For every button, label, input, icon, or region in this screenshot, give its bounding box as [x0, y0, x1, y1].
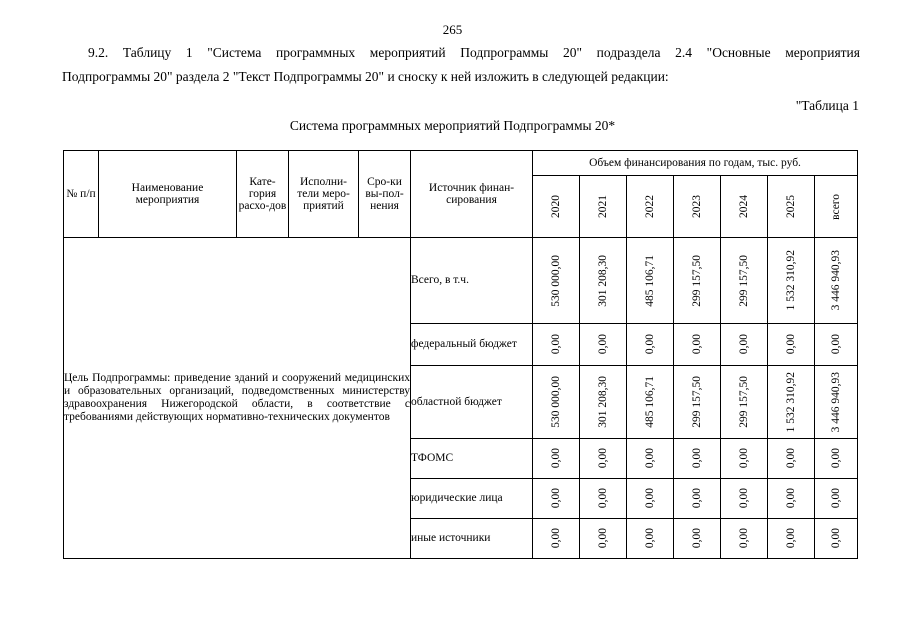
header-name: Наименование мероприятия — [99, 151, 237, 238]
value-text: 0,00 — [550, 448, 562, 469]
value-text: 0,00 — [785, 528, 797, 549]
value-cell — [721, 479, 768, 519]
header-source: Источник финан-сирования — [411, 151, 533, 238]
value-cell — [627, 439, 674, 479]
value-text: 1 532 310,92 — [785, 371, 797, 433]
header-year-label: 2022 — [644, 195, 656, 218]
value-cell — [674, 366, 721, 439]
value-cell — [674, 238, 721, 324]
value-text: 3 446 940,93 — [830, 371, 842, 433]
value-text: 0,00 — [738, 488, 750, 509]
value-text: 530 000,00 — [550, 376, 562, 428]
value-cell — [580, 324, 627, 366]
value-cell — [721, 324, 768, 366]
header-year-label: 2020 — [550, 195, 562, 218]
source-cell: иные источники — [411, 519, 533, 559]
value-cell — [580, 366, 627, 439]
value-cell — [815, 479, 858, 519]
value-cell — [627, 366, 674, 439]
header-year — [815, 176, 858, 238]
value-text: 0,00 — [691, 488, 703, 509]
value-text: 0,00 — [644, 488, 656, 509]
header-year — [627, 176, 674, 238]
value-text: 299 157,50 — [691, 376, 703, 428]
value-text: 0,00 — [785, 334, 797, 355]
value-cell — [674, 324, 721, 366]
intro-line-1: 9.2. Таблицу 1 "Система программных мероприятий Подпрограммы 20" подраздела 2.4 "Основные мероприятия — [88, 45, 860, 60]
value-text: 299 157,50 — [691, 254, 703, 307]
value-text: 485 106,71 — [644, 376, 656, 428]
value-cell — [533, 238, 580, 324]
source-cell: юридические лица — [411, 479, 533, 519]
header-year — [533, 176, 580, 238]
value-cell — [533, 519, 580, 559]
header-year — [580, 176, 627, 238]
value-cell — [580, 439, 627, 479]
header-year-label: 2025 — [785, 195, 797, 218]
value-text: 0,00 — [644, 528, 656, 549]
value-text: 530 000,00 — [550, 254, 562, 307]
value-cell — [768, 519, 815, 559]
table-title: Система программных мероприятий Подпрограммы 20* — [289, 118, 616, 133]
header-year — [721, 176, 768, 238]
value-text: 0,00 — [691, 448, 703, 469]
value-cell — [768, 238, 815, 324]
header-terms: Сро-ки вы-пол-нения — [359, 151, 411, 238]
value-cell — [815, 519, 858, 559]
value-text: 301 208,30 — [597, 376, 609, 428]
value-cell — [721, 238, 768, 324]
value-cell — [533, 479, 580, 519]
header-year-label: 2023 — [691, 195, 703, 218]
value-text: 0,00 — [691, 528, 703, 549]
value-text: 0,00 — [550, 488, 562, 509]
value-text: 0,00 — [597, 448, 609, 469]
value-cell — [627, 238, 674, 324]
value-cell — [674, 479, 721, 519]
value-cell — [627, 519, 674, 559]
program-activities-table — [63, 150, 858, 559]
value-text: 0,00 — [785, 488, 797, 509]
header-year — [674, 176, 721, 238]
value-cell — [627, 324, 674, 366]
value-text: 299 157,50 — [738, 376, 750, 428]
value-cell — [674, 519, 721, 559]
value-cell — [721, 439, 768, 479]
source-cell: федеральный бюджет — [411, 324, 533, 366]
value-text: 0,00 — [738, 448, 750, 469]
value-cell — [815, 439, 858, 479]
value-cell — [580, 519, 627, 559]
value-cell — [533, 324, 580, 366]
value-cell — [768, 439, 815, 479]
value-cell — [533, 439, 580, 479]
value-cell — [768, 324, 815, 366]
value-text: 0,00 — [644, 448, 656, 469]
table-label: "Таблица 1 — [795, 98, 859, 113]
value-text: 0,00 — [738, 528, 750, 549]
source-cell: областной бюджет — [411, 366, 533, 439]
value-cell — [768, 479, 815, 519]
header-year-label: 2024 — [738, 195, 750, 218]
table-row — [64, 238, 858, 324]
value-text: 3 446 940,93 — [830, 250, 842, 311]
value-cell — [721, 519, 768, 559]
header-category: Кате-гория расхо-дов — [237, 151, 289, 238]
value-text: 301 208,30 — [597, 254, 609, 307]
value-text: 0,00 — [644, 334, 656, 355]
value-text: 0,00 — [830, 334, 842, 355]
header-year-label: всего — [830, 193, 842, 220]
value-text: 0,00 — [785, 448, 797, 469]
value-cell — [721, 366, 768, 439]
value-cell — [815, 324, 858, 366]
value-text: 0,00 — [550, 528, 562, 549]
source-cell: Всего, в т.ч. — [411, 238, 533, 324]
page-number: 265 — [442, 22, 463, 37]
header-funding: Объем финансирования по годам, тыс. руб. — [533, 151, 858, 176]
value-text: 299 157,50 — [738, 254, 750, 307]
header-year-label: 2021 — [597, 195, 609, 218]
header-num: № п/п — [64, 151, 99, 238]
value-cell — [580, 479, 627, 519]
value-text: 485 106,71 — [644, 254, 656, 307]
value-text: 0,00 — [830, 488, 842, 509]
value-cell — [815, 366, 858, 439]
value-text: 0,00 — [597, 528, 609, 549]
value-cell — [627, 479, 674, 519]
value-cell — [580, 238, 627, 324]
value-cell — [815, 238, 858, 324]
intro-line-2: Подпрограммы 20" раздела 2 "Текст Подпрограммы 20" и сноску к ней изложить в следующей редакции: — [62, 69, 669, 84]
value-text: 0,00 — [830, 528, 842, 549]
value-text: 0,00 — [550, 334, 562, 355]
header-year — [768, 176, 815, 238]
value-text: 0,00 — [597, 334, 609, 355]
value-cell — [533, 366, 580, 439]
value-text: 0,00 — [738, 334, 750, 355]
value-text: 1 532 310,92 — [785, 250, 797, 311]
value-text: 0,00 — [597, 488, 609, 509]
table-body — [64, 238, 858, 559]
intro-paragraph — [62, 41, 860, 89]
value-text: 0,00 — [691, 334, 703, 355]
value-text: 0,00 — [830, 448, 842, 469]
value-cell — [768, 366, 815, 439]
header-executors: Исполни-тели меро-приятий — [289, 151, 359, 238]
value-cell — [674, 439, 721, 479]
source-cell: ТФОМС — [411, 439, 533, 479]
goal-cell: Цель Подпрограммы: приведение зданий и сооружений медицинских и образовательных организаций, подведомственных министерству здравоохранения Нижегородской области, в соответствие с требованиями действующих нормативно-технических документов — [64, 238, 411, 559]
